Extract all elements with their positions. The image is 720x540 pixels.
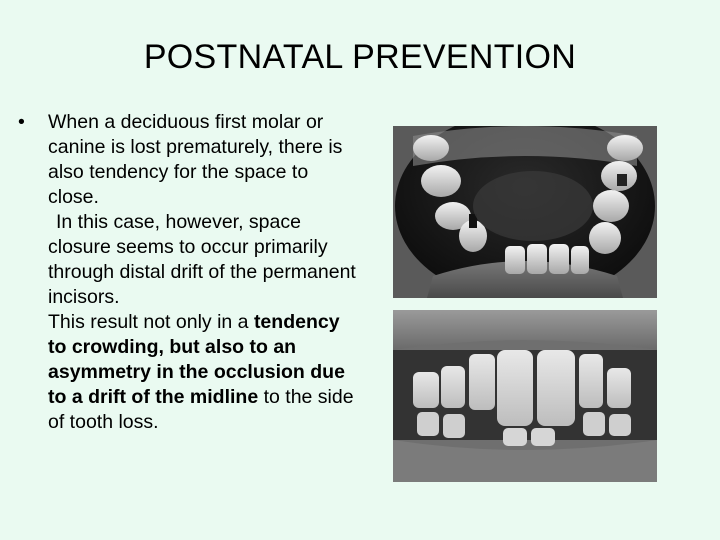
lower-dental-arch-photo — [393, 126, 657, 298]
paragraph-3-emphasis: tendency to crowding, but also to an asymmetry in the occlusion due to a drift of the midline — [48, 311, 345, 408]
paragraph-1: When a deciduous first molar or canine is lost prematurely, there is also tendency for the space to close. — [48, 111, 343, 208]
bullet-list — [18, 110, 363, 435]
frontal-teeth-image — [393, 310, 657, 482]
paragraph-3-text-b: to the side of tooth loss. — [48, 386, 354, 433]
paragraph-3 — [48, 310, 363, 435]
bullet-icon: • — [18, 111, 25, 133]
slide-title: POSTNATAL PREVENTION — [143, 38, 577, 76]
paragraph-3-text-a: This result not only in a — [48, 311, 254, 333]
paragraph-2: In this case, however, space closure seems to occur primarily through distal drift of the permanent incisors. — [48, 211, 356, 308]
frontal-teeth-photo — [393, 310, 657, 482]
lower-dental-arch-image — [393, 126, 657, 298]
